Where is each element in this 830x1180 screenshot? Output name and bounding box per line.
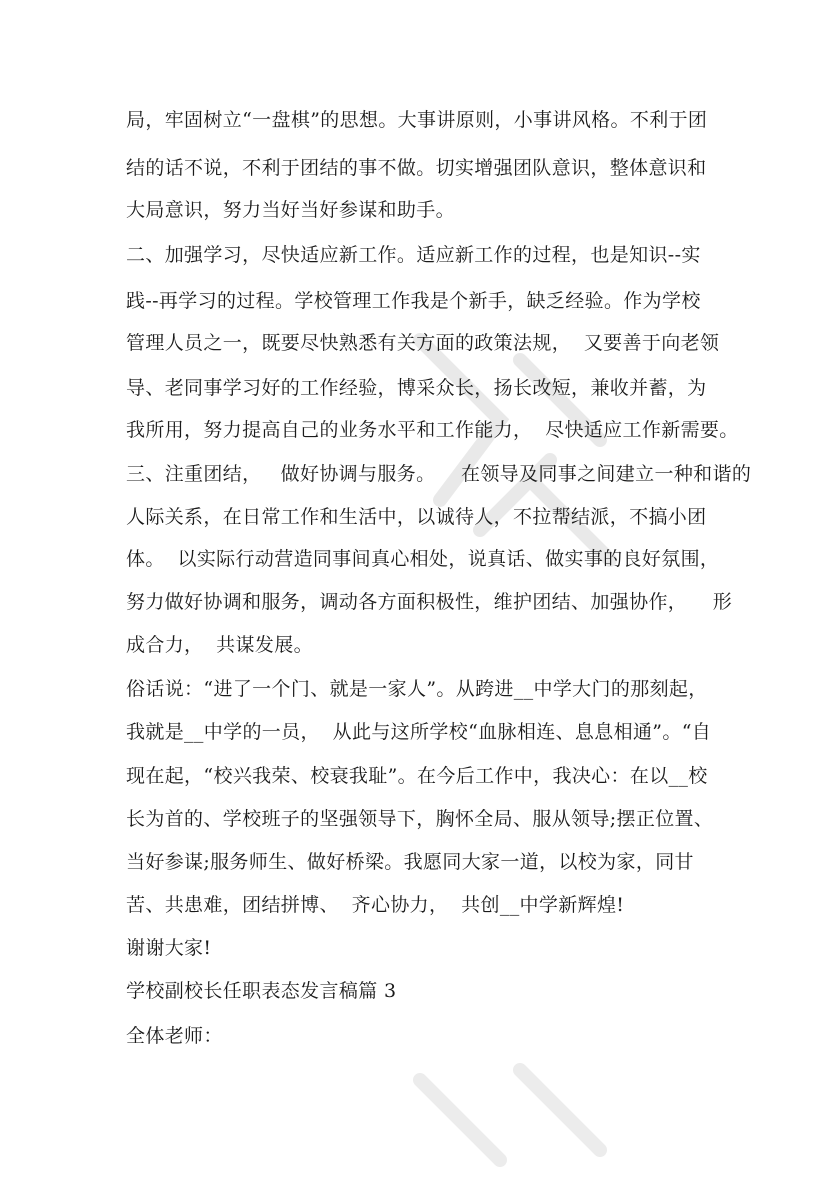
paragraph-line: 管理人员之一，既要尽快熟悉有关方面的政策法规， 又要善于向老领	[126, 332, 720, 354]
closing-line: 谢谢大家!	[126, 937, 212, 959]
paragraph-line: 局，牢固树立“一盘棋”的思想。大事讲原则，小事讲风格。不利于团	[126, 109, 708, 131]
paragraph-line: 体。 以实际行动营造同事间真心相处，说真话、做实事的良好氛围，	[126, 548, 720, 570]
paragraph-line: 二、加强学习，尽快适应新工作。适应新工作的过程，也是知识--实	[126, 244, 701, 266]
paragraph-line: 结的话不说，不利于团结的事不做。切实增强团队意识，整体意识和	[126, 157, 707, 179]
paragraph-line: 长为首的、学校班子的坚强领导下，胸怀全局、服从领导;摆正位置、	[126, 808, 714, 830]
paragraph-line: 现在起，“校兴我荣、校衰我耻”。在今后工作中，我决心：在以__校	[126, 765, 708, 787]
paragraph-line: 俗话说：“进了一个门、就是一家人”。从跨进__中学大门的那刻起，	[126, 678, 708, 700]
paragraph-line: 我所用，努力提高自己的业务水平和工作能力， 尽快适应工作新需要。	[126, 419, 739, 441]
paragraph-line: 人际关系，在日常工作和生活中，以诚待人，不拉帮结派，不搞小团	[126, 506, 707, 528]
paragraph-line: 大局意识，努力当好当好参谋和助手。	[126, 199, 455, 221]
paragraph-line: 三、注重团结， 做好协调与服务。 在领导及同事之间建立一种和谐的	[126, 463, 752, 485]
watermark-graphic-lower	[380, 1040, 640, 1180]
paragraph-line: 导、老同事学习好的工作经验，博采众长，扬长改短，兼收并蓄，为	[126, 377, 707, 399]
salutation: 全体老师：	[126, 1025, 223, 1047]
paragraph-line: 当好参谋;服务师生、做好桥梁。我愿同大家一道，以校为家，同甘	[126, 851, 694, 873]
paragraph-line: 我就是__中学的一员， 从此与这所学校“血脉相连、息息相通”。“自	[126, 721, 712, 743]
paragraph-line: 践--再学习的过程。学校管理工作我是个新手，缺乏经验。作为学校	[126, 290, 701, 312]
section-title: 学校副校长任职表态发言稿篇 3	[126, 980, 397, 1002]
paragraph-line: 成合力， 共谋发展。	[126, 634, 313, 656]
paragraph-line: 苦、共患难，团结拼博、 齐心协力， 共创__中学新辉煌!	[126, 894, 625, 916]
paragraph-line: 努力做好协调和服务，调动各方面积极性，维护团结、加强协作， 形	[126, 591, 733, 613]
